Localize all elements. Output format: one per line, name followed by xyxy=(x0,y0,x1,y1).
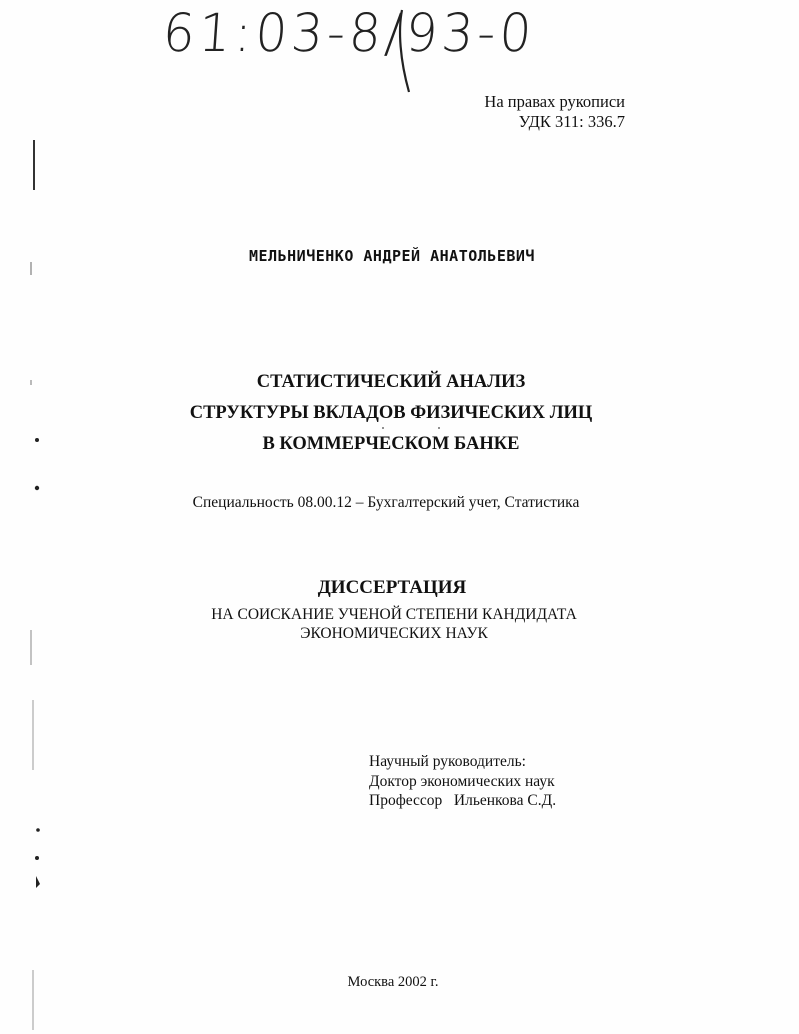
place-and-year xyxy=(0,974,799,991)
title-line-1: СТАТИСТИЧЕСКИЙ АНАЛИЗ xyxy=(256,372,526,392)
document-type xyxy=(0,577,799,599)
degree-line-1: НА СОИСКАНИЕ УЧЕНОЙ СТЕПЕНИ КАНДИДАТА xyxy=(211,606,577,623)
handwritten-archive-code: 61:03-8/93-0 xyxy=(160,2,538,64)
title-line-3: В КОММЕРЧЕСКОМ БАНКЕ xyxy=(262,434,520,454)
supervisor-label: Научный руководитель: xyxy=(369,753,526,770)
title-line-2: СТРУКТУРЫ ВКЛАДОВ ФИЗИЧЕСКИХ ЛИЦ xyxy=(189,403,593,423)
specialty-text: Специальность 08.00.12 – Бухгалтерский учет, Статистика xyxy=(192,494,580,511)
author-name xyxy=(0,247,799,265)
rights-line: На правах рукописи xyxy=(484,92,625,111)
udc-line: УДК 311: 336.7 xyxy=(518,112,625,131)
degree-block xyxy=(0,605,799,643)
degree-line-2: ЭКОНОМИЧЕСКИХ НАУК xyxy=(300,625,488,642)
supervisor-degree: Доктор экономических наук xyxy=(369,772,555,790)
specialty-line xyxy=(0,494,799,512)
manuscript-rights-block xyxy=(455,92,625,132)
supervisor-name: Профессор Ильенкова С.Д. xyxy=(369,792,557,809)
margin-dot xyxy=(36,828,40,832)
dissertation-title xyxy=(0,367,799,460)
author-name-text: МЕЛЬНИЧЕНКО АНДРЕЙ АНАТОЛЬЕВИЧ xyxy=(249,247,535,265)
margin-mark xyxy=(36,876,40,888)
margin-dot xyxy=(35,486,39,490)
margin-dot xyxy=(35,856,39,860)
place-year-text: Москва 2002 г. xyxy=(347,974,439,990)
supervisor-block xyxy=(369,752,556,811)
document-type-text: ДИССЕРТАЦИЯ xyxy=(317,577,467,598)
